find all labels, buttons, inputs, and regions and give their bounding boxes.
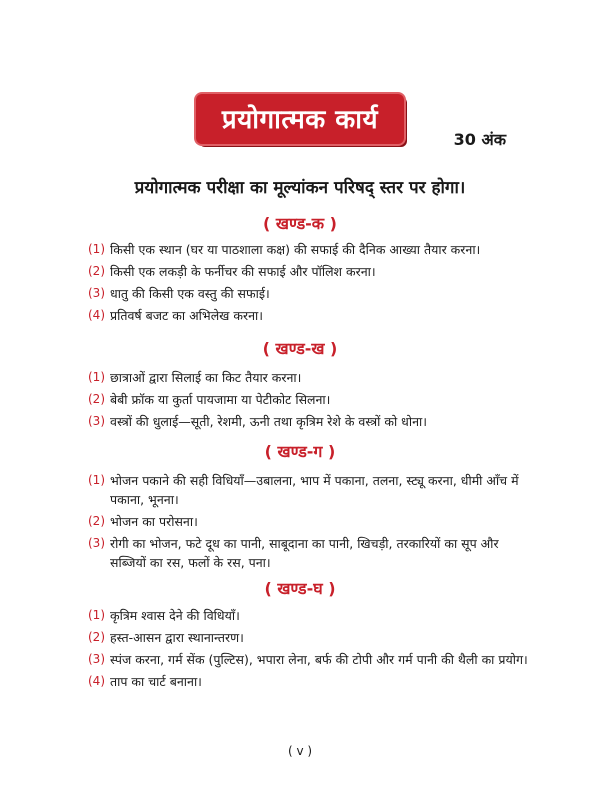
item-number: (1) xyxy=(88,473,105,487)
item-text: किसी एक लकड़ी के फर्नीचर की सफाई और पॉलिश करना। xyxy=(110,264,376,279)
item-number: (3) xyxy=(88,286,105,300)
item-text: हस्त-आसन द्वारा स्थानान्तरण। xyxy=(110,630,244,645)
section-list-ka xyxy=(88,240,528,328)
list-item xyxy=(88,512,528,531)
section-list-ga xyxy=(88,471,528,575)
item-text: बेबी फ्रॉक या कुर्ता पायजामा या पेटीकोट सिलना। xyxy=(110,392,331,407)
item-number: (4) xyxy=(88,308,105,322)
item-text: स्पंज करना, गर्म सेंक (पुल्टिस), भपारा लेना, बर्फ की टोपी और गर्म पानी की थैली का प्रयोग। xyxy=(110,652,528,667)
title-wrap xyxy=(0,94,600,144)
item-number: (2) xyxy=(88,514,105,528)
item-text: भोजन पकाने की सही विधियाँ—उबालना, भाप में पकाना, तलना, स्ट्यू करना, धीमी आँच में पकाना, भूनना। xyxy=(110,473,519,507)
list-item xyxy=(88,650,528,669)
item-number: (3) xyxy=(88,652,105,666)
list-item xyxy=(88,262,528,281)
item-text: कृत्रिम श्वास देने की विधियाँ। xyxy=(110,608,240,623)
list-item xyxy=(88,412,528,431)
item-text: धातु की किसी एक वस्तु की सफाई। xyxy=(110,286,270,301)
section-heading-kha: ( खण्ड-ख ) xyxy=(262,339,338,358)
list-item xyxy=(88,284,528,303)
list-item xyxy=(88,390,528,409)
item-number: (2) xyxy=(88,392,105,406)
item-number: (2) xyxy=(88,264,105,278)
item-text: भोजन का परोसना। xyxy=(110,514,198,529)
list-item xyxy=(88,471,528,509)
subtitle: प्रयोगात्मक परीक्षा का मूल्यांकन परिषद् स्तर पर होगा। xyxy=(134,178,466,198)
item-number: (1) xyxy=(88,608,105,622)
marks-label: 30 अंक xyxy=(453,130,506,149)
list-item xyxy=(88,628,528,647)
item-text: वस्त्रों की धुलाई—सूती, रेशमी, ऊनी तथा कृत्रिम रेशे के वस्त्रों को धोना। xyxy=(110,414,428,429)
list-item xyxy=(88,306,528,325)
page-title: प्रयोगात्मक कार्य xyxy=(196,94,404,144)
item-number: (4) xyxy=(88,674,105,688)
item-text: छात्राओं द्वारा सिलाई का किट तैयार करना। xyxy=(110,370,302,385)
item-text: किसी एक स्थान (घर या पाठशाला कक्ष) की सफाई की दैनिक आख्या तैयार करना। xyxy=(110,242,481,257)
item-text: ताप का चार्ट बनाना। xyxy=(110,674,202,689)
list-item xyxy=(88,534,528,572)
item-number: (3) xyxy=(88,414,105,428)
section-heading-gha: ( खण्ड-घ ) xyxy=(264,579,336,598)
page-number: ( v ) xyxy=(287,744,313,758)
list-item xyxy=(88,368,528,387)
list-item xyxy=(88,240,528,259)
item-number: (2) xyxy=(88,630,105,644)
section-list-kha xyxy=(88,368,528,434)
item-number: (1) xyxy=(88,242,105,256)
list-item xyxy=(88,672,528,691)
item-number: (3) xyxy=(88,536,105,550)
item-number: (1) xyxy=(88,370,105,384)
section-heading-ga: ( खण्ड-ग ) xyxy=(264,442,336,461)
section-list-gha xyxy=(88,606,528,694)
list-item xyxy=(88,606,528,625)
section-heading-ka: ( खण्ड-क ) xyxy=(263,214,337,233)
item-text: प्रतिवर्ष बजट का अभिलेख करना। xyxy=(110,308,263,323)
item-text: रोगी का भोजन, फटे दूध का पानी, साबूदाना का पानी, खिचड़ी, तरकारियों का सूप और सब्जियों का रस, फलों के रस, पना। xyxy=(110,536,499,570)
